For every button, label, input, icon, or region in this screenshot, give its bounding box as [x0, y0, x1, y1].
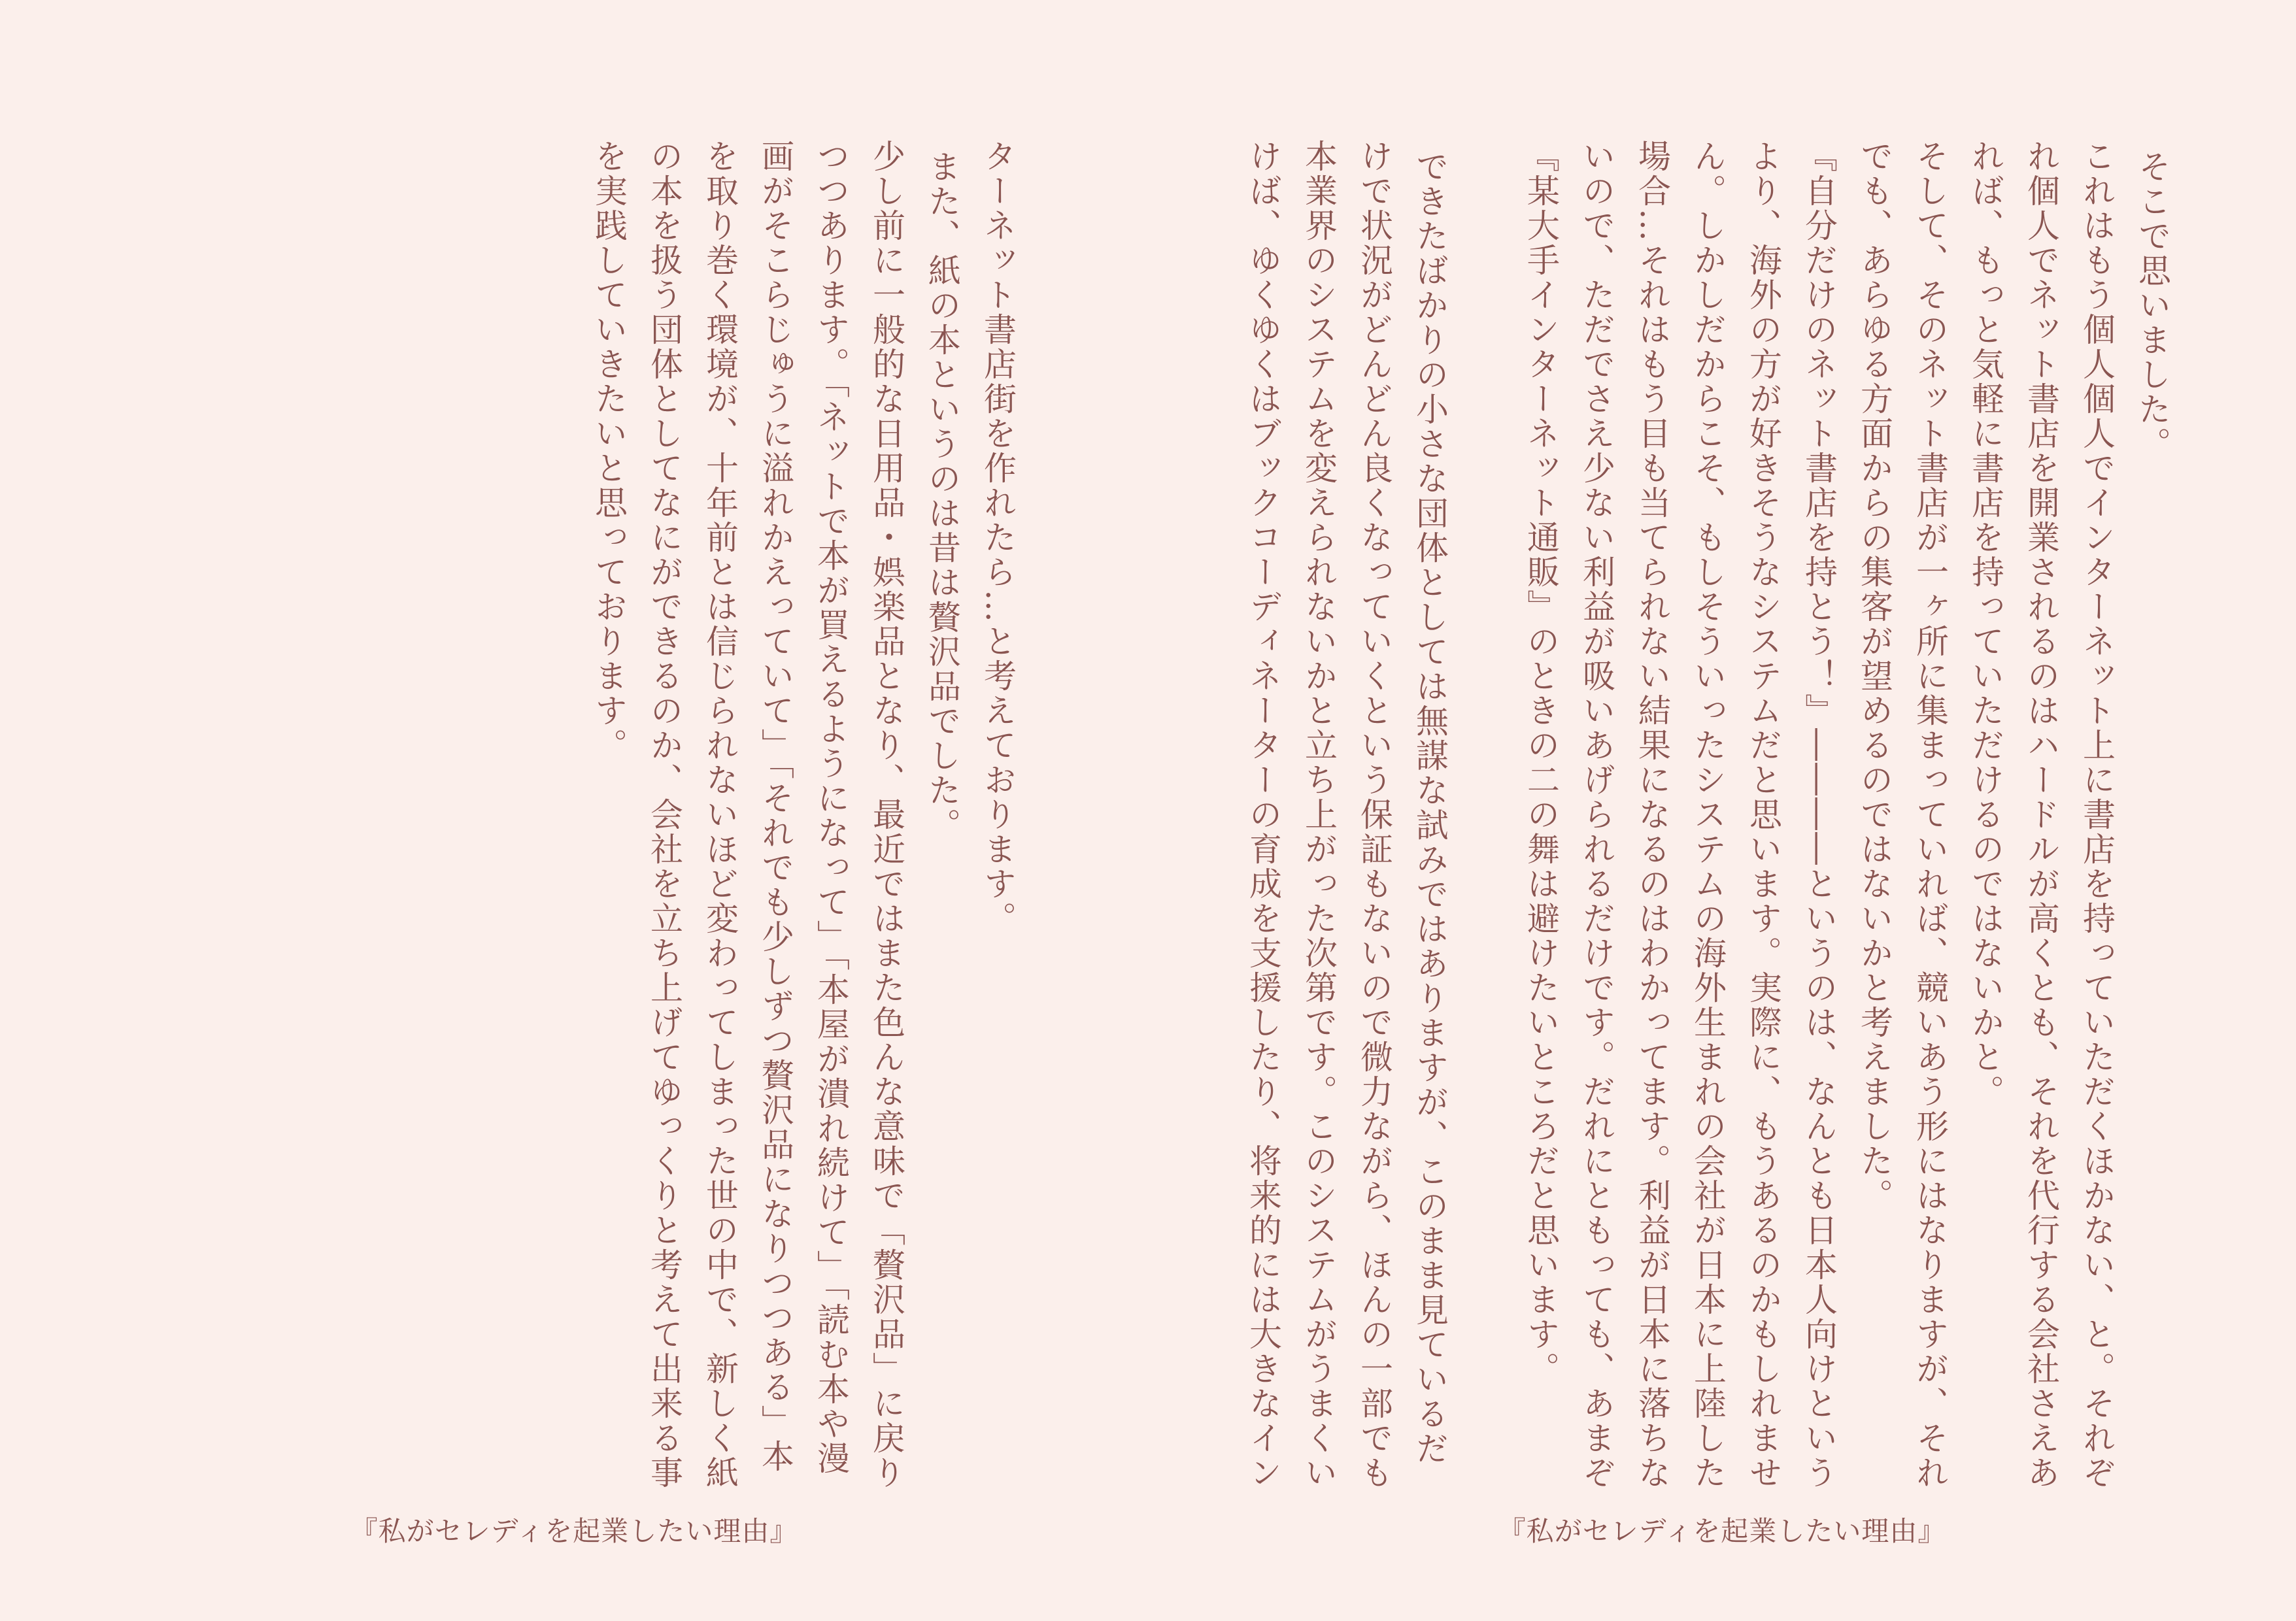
paragraph: 『自分だけのネット書店を持とう！』――――というのは、なんとも日本人向けというより、海外の方が好きそうなシステムだと思います。実際に、もうあるのかもしれません。しかしだからこそ、もしそういったシステムの海外生まれの会社が日本に上陸した場合…それはもう目も当てられない結果になるのはわかってます。利益が日本に落ちないので、ただでさえ少ない利益が吸いあげられるだけです。だれにともっても、あまぞ『某大手インターネット通販』のときの二の舞は避けたいところだと思います。	[1522, 139, 1838, 1490]
left-page-text-block	[581, 139, 1025, 1496]
paragraph: そこで思いました。	[2133, 150, 2171, 461]
paragraph: これはもう個人個人でインターネット上に書店を持っていただくほかない、と。それぞれ個人でネット書店を開業されるのはハードルが高くとも、それを代行する会社さえあれば、もっと気軽に書店を持っていただけるのではないかと。	[1967, 139, 2116, 1490]
paragraph: また、紙の本というのは昔は贅沢品でした。	[923, 150, 961, 843]
paragraph: そして、そのネット書店が一ヶ所に集まっていれば、競いあう形にはなりますが、それでも、あらゆる方面からの集客が望めるのではないかと考えました。	[1855, 139, 1949, 1490]
right-page-footer-title: 『私がセレディを起業したい理由』	[1498, 1515, 1946, 1547]
left-page-footer-title: 『私がセレディを起業したい理由』	[350, 1515, 798, 1547]
right-page-text-block	[1235, 139, 2180, 1496]
paragraph-continuation: ターネット書店街を作れたら…と考えております。	[979, 139, 1017, 936]
paragraph: 少し前に一般的な日用品・娯楽品となり、最近ではまた色んな意味で「贅沢品」に戻りつつあります。「ネットで本が買えるようになって」「本屋が潰れ続けて」「読む本や漫画がそこらじゅうに溢れかえっていて」「それでも少しずつ贅沢品になりつつある」本を取り巻く環境が、十年前とは信じられないほど変わってしまった世の中で、新しく紙の本を扱う団体としてなにができるのか、会社を立ち上げてゆっくりと考えて出来る事を実践していきたいと思っております。	[590, 139, 905, 1490]
right-page	[1148, 0, 2296, 1621]
paragraph: できたばかりの小さな団体としては無謀な試みではありますが、このまま見ているだけで状況がどんどん良くなっていくという保証もないので微力ながら、ほんの一部でも本業界のシステムを変えられないかと立ち上がった次第です。このシステムがうまくいけば、ゆくゆくはブックコーディネーターの育成を支援したり、将来的には大きなイン	[1244, 139, 1449, 1490]
